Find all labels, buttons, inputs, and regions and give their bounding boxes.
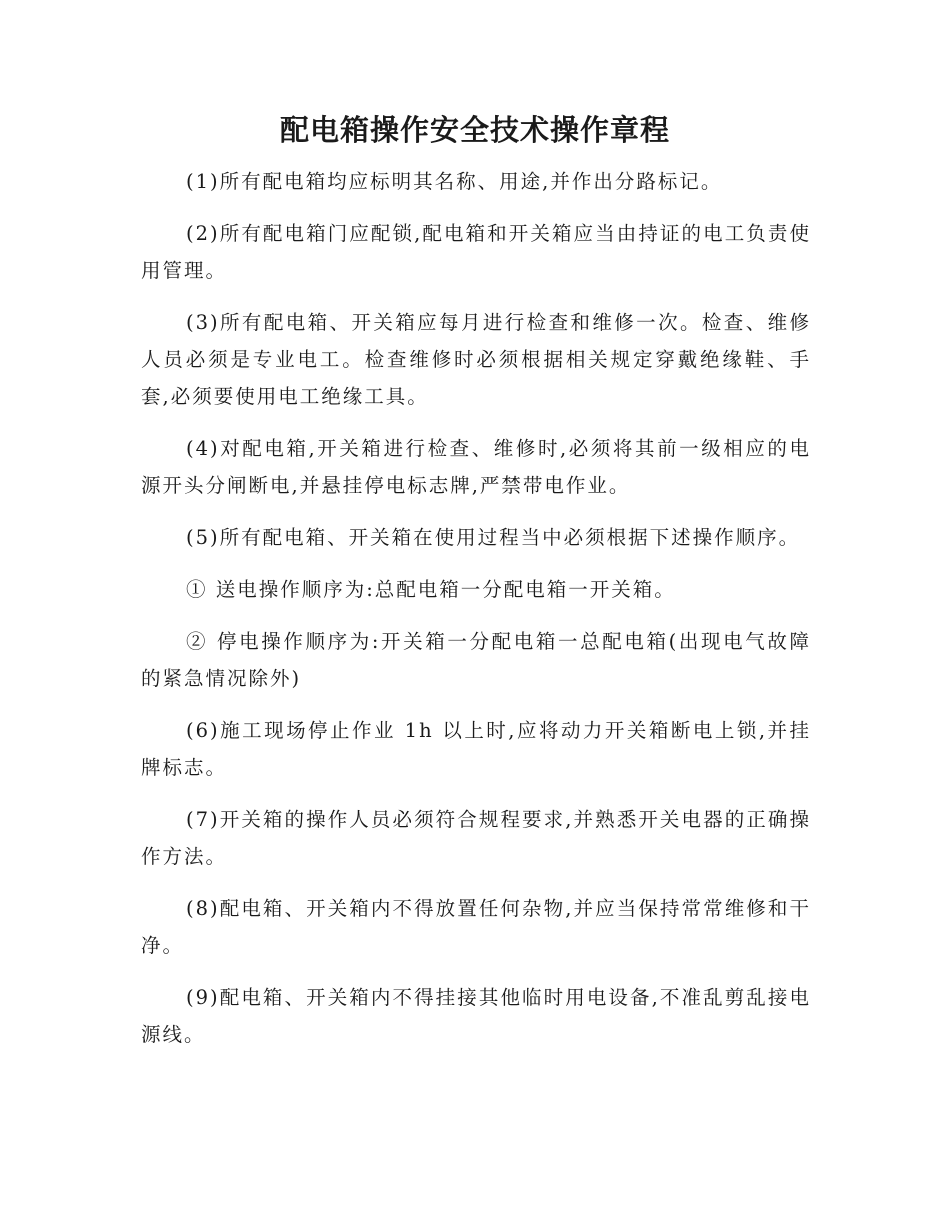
document-body xyxy=(141,163,811,1068)
paragraph-rule-7: (7)开关箱的操作人员必须符合规程要求,并熟悉开关电器的正确操作方法。 xyxy=(141,808,811,868)
paragraph-rule-6: (6)施工现场停止作业 1h 以上时,应将动力开关箱断电上锁,并挂牌标志。 xyxy=(141,719,811,779)
paragraph-power-off-sequence: ② 停电操作顺序为:开关箱一分配电箱一总配电箱(出现电气故障的紧急情况除外) xyxy=(141,630,811,690)
paragraph-rule-3: (3)所有配电箱、开关箱应每月进行检查和维修一次。检查、维修人员必须是专业电工。检查维修时必须根据相关规定穿戴绝缘鞋、手套,必须要使用电工绝缘工具。 xyxy=(141,311,811,408)
paragraph-rule-1: (1)所有配电箱均应标明其名称、用途,并作出分路标记。 xyxy=(186,170,723,193)
paragraph-rule-4: (4)对配电箱,开关箱进行检查、维修时,必须将其前一级相应的电源开头分闸断电,并悬挂停电标志牌,严禁带电作业。 xyxy=(141,437,811,497)
document-title: 配电箱操作安全技术操作章程 xyxy=(279,113,670,147)
paragraph-rule-8: (8)配电箱、开关箱内不得放置任何杂物,并应当保持常常维修和干净。 xyxy=(141,897,811,957)
paragraph-rule-5: (5)所有配电箱、开关箱在使用过程当中必须根据下述操作顺序。 xyxy=(186,526,801,549)
paragraph-rule-9: (9)配电箱、开关箱内不得挂接其他临时用电设备,不准乱剪乱接电源线。 xyxy=(141,986,811,1046)
paragraph-rule-2: (2)所有配电箱门应配锁,配电箱和开关箱应当由持证的电工负责使用管理。 xyxy=(141,222,811,282)
paragraph-power-on-sequence: ① 送电操作顺序为:总配电箱一分配电箱一开关箱。 xyxy=(186,578,676,601)
